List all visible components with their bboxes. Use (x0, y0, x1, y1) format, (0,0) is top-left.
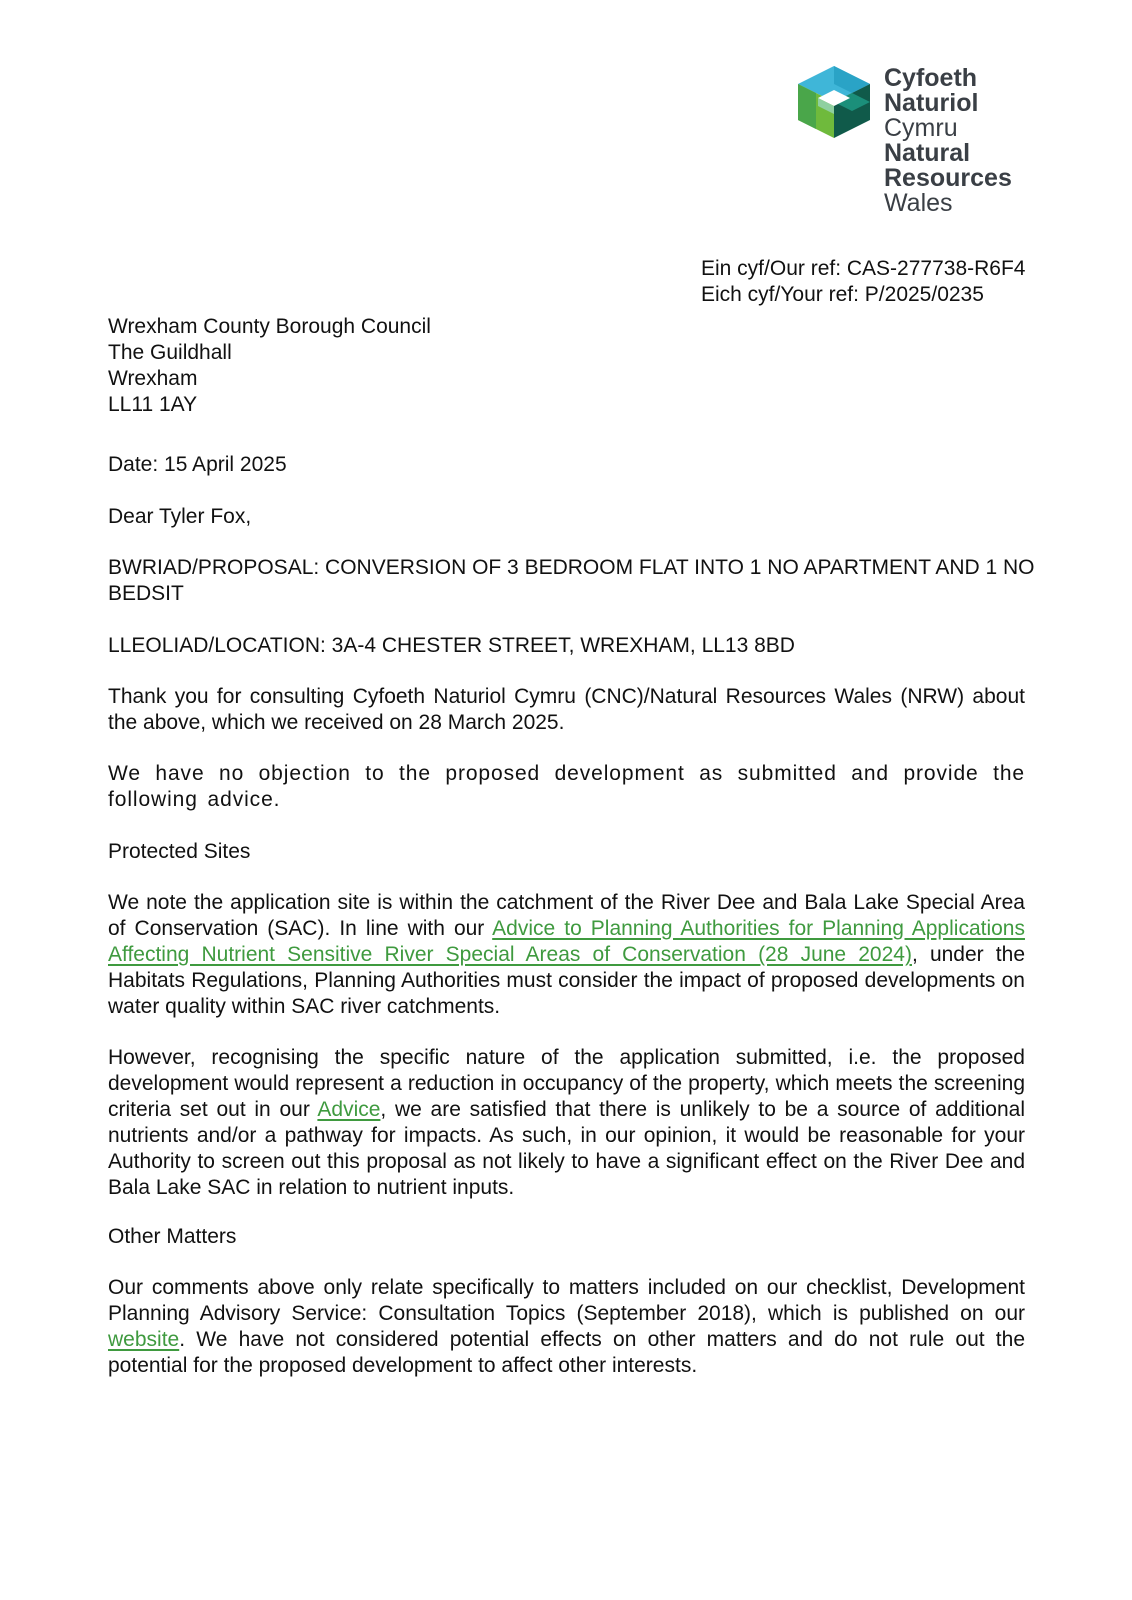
logo-text-wales: Wales (884, 189, 953, 217)
advice-link[interactable]: Advice (317, 1098, 381, 1121)
other-matters-paragraph (108, 1275, 1025, 1379)
heading-other-matters: Other Matters (108, 1225, 237, 1248)
screening-text-after: , we are satisfied that there is unlikely to be a source of additional nutrients and/or a pathway for impacts. As such, in our opinion, it would be reasonable for your Authority to screen out this proposal as not likely to have a significant effect on the River Dee and Bala Lake SAC in relation to nutrient inputs. (108, 1098, 1025, 1199)
our-reference: Ein cyf/Our ref: CAS-277738-R6F4 (701, 257, 1026, 280)
website-link[interactable]: website (108, 1328, 180, 1351)
address-line-3: Wrexham (108, 367, 198, 390)
recipient-address (108, 314, 431, 418)
comments-text-after: . We have not considered potential effects on other matters and do not rule out the potential for the proposed development to affect other interests. (108, 1328, 1025, 1377)
logo-text-cyfoeth: Cyfoeth (884, 64, 978, 92)
protected-text-before: We note the application site is within the catchment of the River Dee and Bala Lake Special Area of Conservation (SAC). In line with our (108, 891, 1025, 940)
location-line: LLEOLIAD/LOCATION: 3A-4 CHESTER STREET, WREXHAM, LL13 8BD (108, 634, 795, 657)
logo-text-cymru: Cymru (884, 114, 958, 142)
logo-text-naturiol: Naturiol (884, 89, 979, 117)
screening-text-before: However, recognising the specific nature of the application submitted, i.e. the proposed development would represent a reduction in occupancy of the property, which meets the screening criteria set out in our (108, 1046, 1025, 1121)
logo-text-natural: Natural (884, 139, 971, 167)
logo-text-resources: Resources (884, 164, 1012, 192)
nrw-logo (796, 66, 1096, 226)
no-objection-paragraph: We have no objection to the proposed development as submitted and provide the following advice. (108, 762, 1025, 811)
nrw-hexagon-logo-icon (796, 66, 872, 138)
logo-wordmark (884, 66, 1012, 216)
reference-block (701, 256, 1025, 308)
advice-nutrient-sensitive-sac-link[interactable]: Advice to Planning Authorities for Planning Applications Affecting Nutrient Sensitive River Special Areas of Conservation (28 June 2024) (108, 917, 1025, 966)
address-line-2: The Guildhall (108, 341, 232, 364)
address-line-4: LL11 1AY (108, 393, 198, 416)
protected-text-after: , under the Habitats Regulations, Planning Authorities must consider the impact of proposed developments on water quality within SAC river catchments. (108, 943, 1025, 1018)
proposal-line: BWRIAD/PROPOSAL: CONVERSION OF 3 BEDROOM FLAT INTO 1 NO APARTMENT AND 1 NO BEDSIT (108, 556, 1035, 605)
salutation: Dear Tyler Fox, (108, 505, 252, 528)
protected-sites-paragraph (108, 890, 1025, 1020)
your-reference: Eich cyf/Your ref: P/2025/0235 (701, 283, 984, 306)
thanks-paragraph: Thank you for consulting Cyfoeth Naturiol Cymru (CNC)/Natural Resources Wales (NRW) about the above, which we received on 28 March 2025. (108, 685, 1025, 734)
address-line-1: Wrexham County Borough Council (108, 315, 431, 338)
heading-protected-sites: Protected Sites (108, 840, 251, 863)
screening-paragraph (108, 1045, 1025, 1201)
comments-text-before: Our comments above only relate specifically to matters included on our checklist, Development Planning Advisory Service: Consultation Topics (September 2018), which is published on our (108, 1276, 1025, 1325)
letter-date: Date: 15 April 2025 (108, 453, 287, 476)
